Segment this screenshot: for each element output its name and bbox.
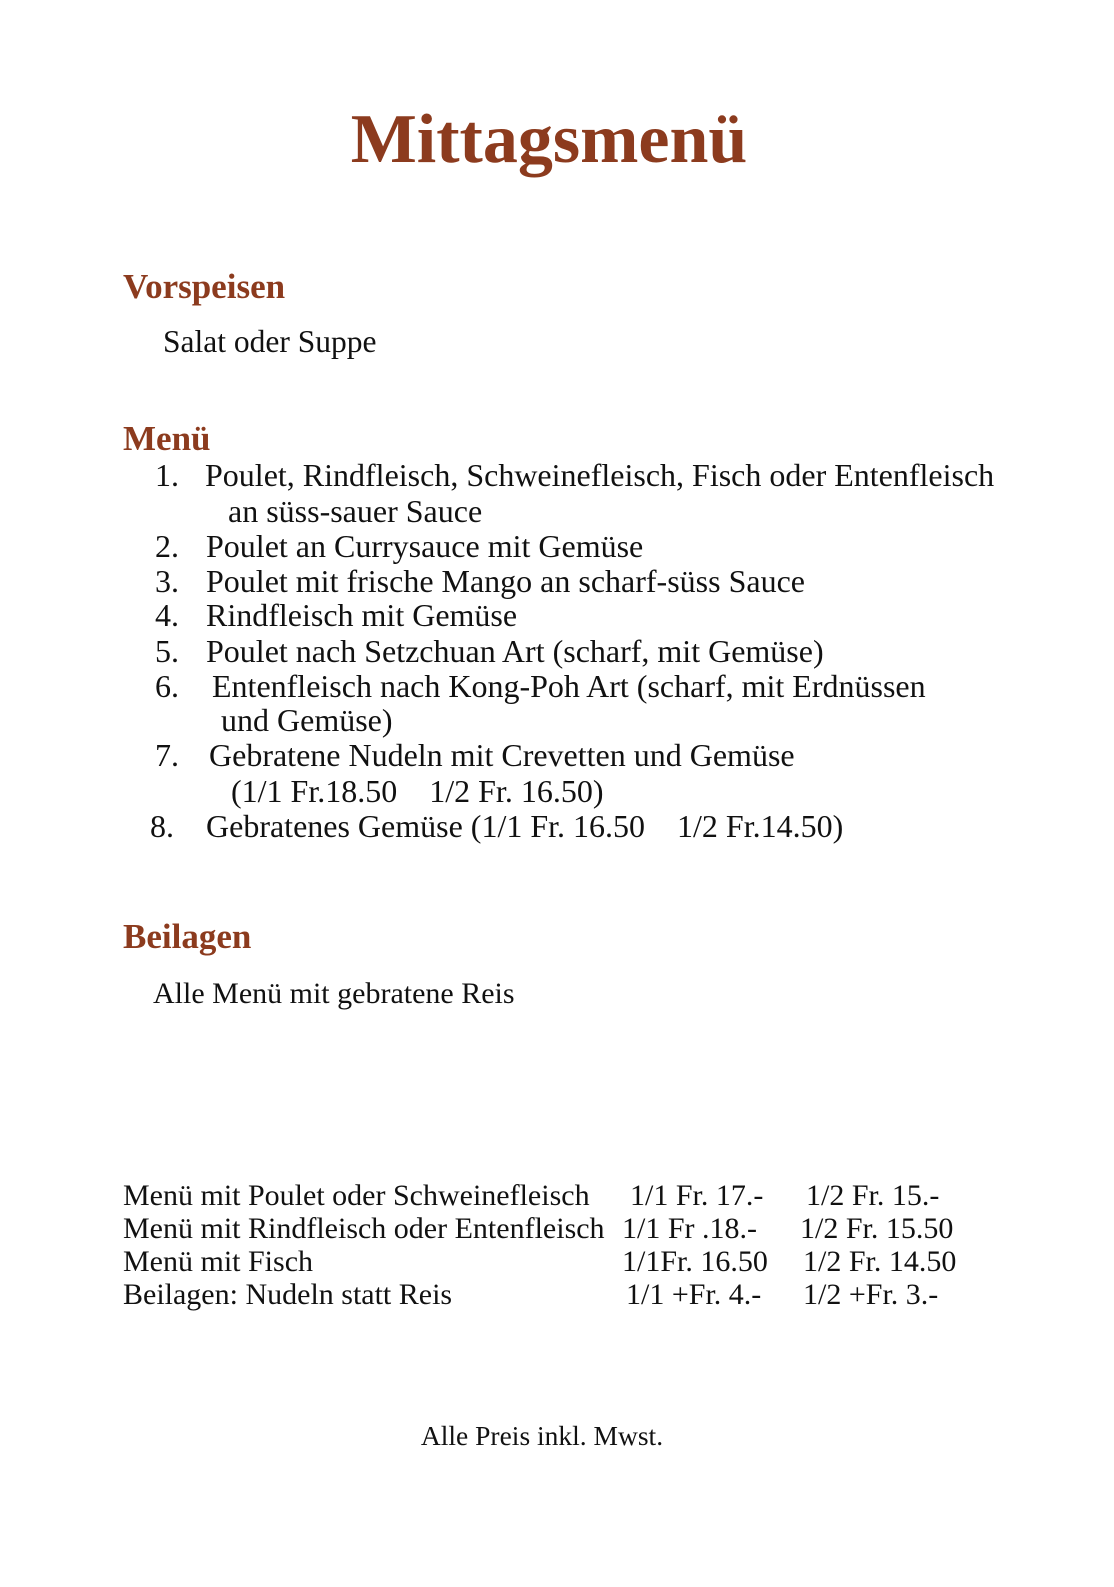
price-label: Menü mit Poulet oder Schweinefleisch <box>123 1179 590 1212</box>
menu-item-text: Poulet, Rindfleisch, Schweinefleisch, Fisch oder Entenfleisch <box>205 457 995 493</box>
menu-item-text: Poulet an Currysauce mit Gemüse <box>206 528 644 564</box>
menu-item-number: 2. <box>155 528 179 564</box>
section-heading-vorspeisen: Vorspeisen <box>123 267 286 306</box>
price-full: 1/1Fr. 16.50 <box>622 1245 768 1278</box>
price-full: 1/1 +Fr. 4.- <box>626 1278 762 1311</box>
menu-item-number: 6. <box>155 668 179 704</box>
price-label: Beilagen: Nudeln statt Reis <box>123 1278 453 1311</box>
menu-item-text: Entenfleisch nach Kong-Poh Art (scharf, mit Erdnüssen <box>212 668 926 704</box>
price-half: 1/2 +Fr. 3.- <box>803 1278 939 1311</box>
menu-item-text: Poulet nach Setzchuan Art (scharf, mit Gemüse) <box>206 633 824 669</box>
menu-item-text-continued: und Gemüse) <box>221 702 393 738</box>
section-heading-menu: Menü <box>123 419 211 458</box>
page-title: Mittagsmenü <box>350 101 748 178</box>
price-half: 1/2 Fr. 15.- <box>806 1179 940 1212</box>
menu-item-number: 7. <box>155 737 179 773</box>
price-label: Menü mit Fisch <box>123 1245 314 1278</box>
menu-item-number: 4. <box>155 597 179 633</box>
menu-item-text: Gebratene Nudeln mit Crevetten und Gemüse <box>209 737 795 773</box>
menu-item-number: 3. <box>155 563 179 599</box>
section-heading-beilagen: Beilagen <box>123 917 252 956</box>
menu-item-text-continued: an süss-sauer Sauce <box>228 493 483 529</box>
menu-item-text: Rindfleisch mit Gemüse <box>206 597 518 633</box>
footer-note: Alle Preis inkl. Mwst. <box>420 1420 664 1451</box>
menu-item-number: 5. <box>155 633 179 669</box>
beilagen-text: Alle Menü mit gebratene Reis <box>153 977 515 1010</box>
vorspeisen-text: Salat oder Suppe <box>163 324 377 359</box>
menu-item-text: Gebratenes Gemüse (1/1 Fr. 16.50 1/2 Fr.14.50) <box>206 808 844 844</box>
price-full: 1/1 Fr .18.- <box>622 1212 757 1245</box>
menu-item-text-continued: (1/1 Fr.18.50 1/2 Fr. 16.50) <box>231 773 604 809</box>
price-half: 1/2 Fr. 14.50 <box>803 1245 957 1278</box>
price-full: 1/1 Fr. 17.- <box>630 1179 764 1212</box>
menu-item-number: 1. <box>155 457 179 493</box>
menu-item-text: Poulet mit frische Mango an scharf-süss Sauce <box>206 563 805 599</box>
price-half: 1/2 Fr. 15.50 <box>800 1212 954 1245</box>
price-label: Menü mit Rindfleisch oder Entenfleisch <box>123 1212 605 1245</box>
menu-item-number: 8. <box>150 808 174 844</box>
